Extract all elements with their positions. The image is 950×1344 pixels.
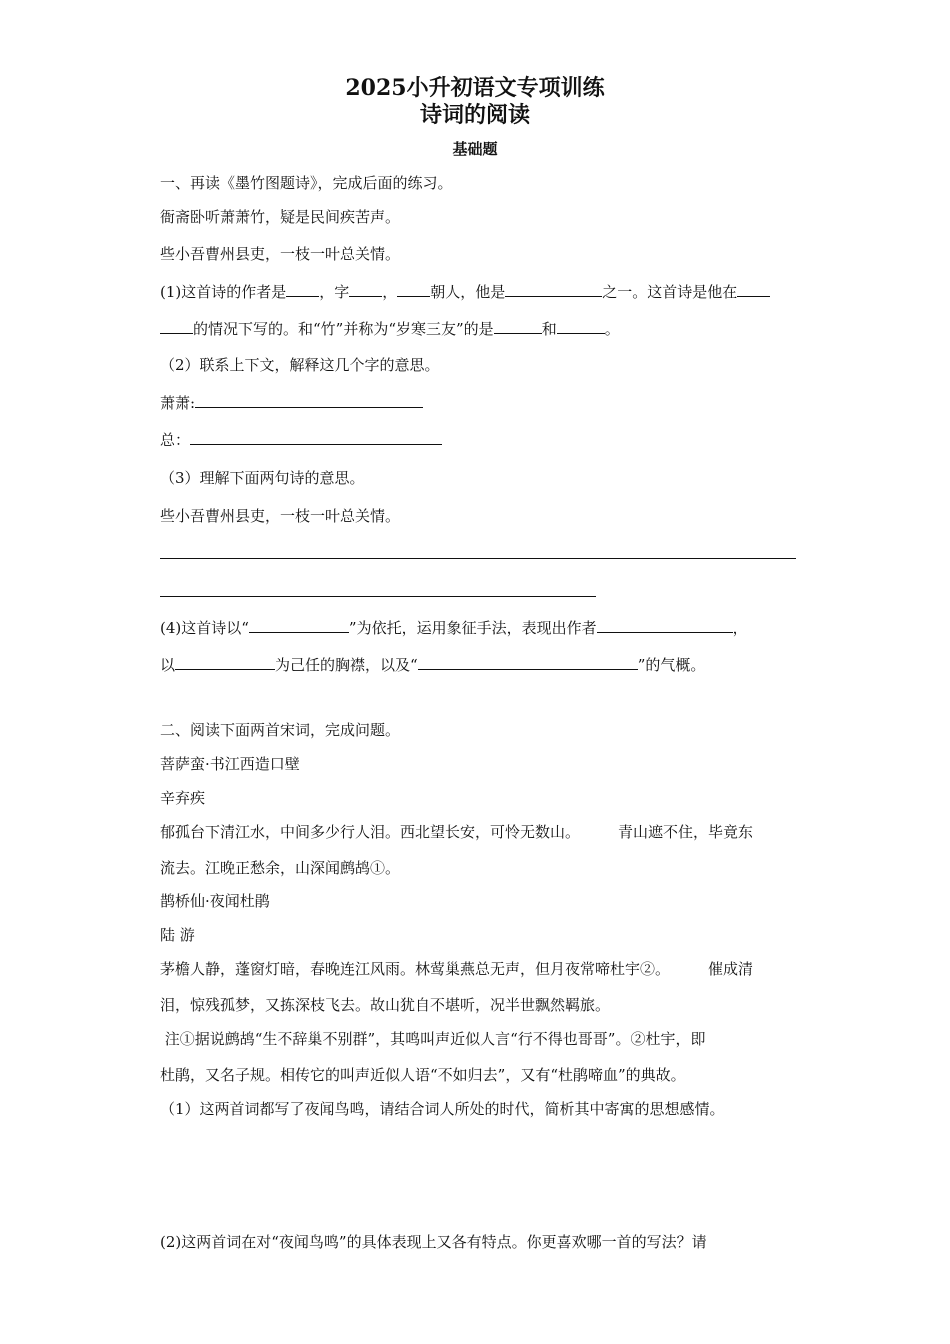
poem1-author: 辛弃疾 — [160, 789, 206, 807]
xiaoxiao-label: 萧萧: — [160, 394, 196, 412]
q1-part1-text-g: 和 — [541, 320, 557, 338]
q1-part4-text-f: ”的气概。 — [637, 656, 706, 674]
poem1-line-1b: 青山遮不住，毕竟东 — [618, 823, 754, 841]
q1-part2-xiaoxiao — [160, 392, 423, 414]
reliance-blank[interactable] — [249, 617, 349, 633]
page-title: 2025小升初语文专项训练 — [345, 75, 605, 101]
situation-blank-end[interactable] — [160, 318, 193, 334]
courtesy-name-blank[interactable] — [349, 281, 382, 297]
poem2-line-1a: 茅檐人静，蓬窗灯暗，春晚连江风雨。林莺巢燕总无声，但月夜常啼杜宇②。 — [160, 960, 671, 978]
q1-part4-line-2 — [160, 654, 705, 676]
author-expression-blank[interactable] — [597, 617, 733, 633]
dynasty-blank[interactable] — [397, 281, 430, 297]
poem1-line-1 — [160, 821, 753, 843]
mission-blank[interactable] — [175, 654, 275, 670]
q2-heading: 二、阅读下面两首宋词，完成问题。 — [160, 721, 401, 739]
poem2-line-1 — [160, 958, 753, 980]
q1-part1-text-c: ， — [382, 283, 398, 301]
answer-line-1[interactable] — [160, 558, 796, 559]
q2-sub1: （1）这两首词都写了夜闻鸟鸣，请结合词人所处的时代，简析其中寄寓的思想感情。 — [160, 1100, 725, 1118]
q1-part4-text-b: ”为依托，运用象征手法，表现出作者 — [348, 619, 597, 637]
zong-answer-blank[interactable] — [190, 429, 442, 445]
situation-blank-start[interactable] — [737, 281, 770, 297]
q1-part1-line-2 — [160, 318, 620, 340]
q1-part4-line-1 — [160, 617, 748, 639]
poem2-line-1b: 催成清 — [708, 960, 754, 978]
section-title: 基础题 — [452, 140, 498, 158]
q1-part1-text-d: 朝人，他是 — [430, 283, 506, 301]
q1-part3: （3）理解下面两句诗的意思。 — [160, 469, 365, 487]
poem2-title: 鹊桥仙·夜闻杜鹃 — [160, 892, 270, 910]
xiaoxiao-answer-blank[interactable] — [195, 392, 423, 408]
q1-part1-line-1 — [160, 281, 770, 303]
poem1-line-2: 流去。江晚正愁余，山深闻鹧鸪①。 — [160, 859, 401, 877]
note-line-1: 注①据说鹧鸪“生不辞巢不别群”，其鸣叫声近似人言“行不得也哥哥”。②杜宇，即 — [160, 1030, 706, 1048]
q1-part4-text-a: (4)这首诗以“ — [160, 619, 249, 637]
q1-part1-text-f: 的情况下写的。和“竹”并称为“岁寒三友”的是 — [193, 320, 494, 338]
friend-blank-2[interactable] — [557, 318, 605, 334]
q1-poem-line-1: 衙斋卧听萧萧竹，疑是民间疾苦声。 — [160, 208, 401, 226]
author-blank[interactable] — [286, 281, 319, 297]
q1-part4-text-d: 以 — [160, 656, 176, 674]
spirit-blank[interactable] — [418, 654, 638, 670]
q1-part1-text-e: 之一。这首诗是他在 — [602, 283, 738, 301]
q1-part1-text-b: ，字 — [319, 283, 350, 301]
q1-poem-line-2: 些小吾曹州县吏，一枝一叶总关情。 — [160, 245, 401, 263]
q2-sub2: (2)这两首词在对“夜闻鸟鸣”的具体表现上又各有特点。你更喜欢哪一首的写法？请 — [160, 1233, 707, 1251]
q1-part1-text-a: (1)这首诗的作者是 — [160, 283, 287, 301]
q1-part4-text-c: ， — [732, 619, 748, 637]
poem2-line-2: 泪，惊残孤梦，又拣深枝飞去。故山犹自不堪听，况半世飘然羁旅。 — [160, 996, 611, 1014]
page-subtitle: 诗词的阅读 — [419, 102, 530, 128]
zong-label: 总： — [160, 431, 191, 449]
q1-part3-line: 些小吾曹州县吏，一枝一叶总关情。 — [160, 507, 401, 525]
q1-part4-text-e: 为己任的胸襟，以及“ — [275, 656, 418, 674]
poem1-line-1a: 郁孤台下清江水，中间多少行人泪。西北望长安，可怜无数山。 — [160, 823, 581, 841]
q1-part1-text-h: 。 — [604, 320, 620, 338]
friend-blank-1[interactable] — [494, 318, 542, 334]
q1-heading: 一、再读《墨竹图题诗》，完成后面的练习。 — [160, 174, 453, 192]
identity-blank[interactable] — [505, 281, 602, 297]
poem1-title: 菩萨蛮·书江西造口壁 — [160, 755, 300, 773]
answer-line-2[interactable] — [160, 596, 596, 597]
note-line-2: 杜鹃，又名子规。相传它的叫声近似人语“不如归去”，又有“杜鹃啼血”的典故。 — [160, 1066, 686, 1084]
q1-part2: （2）联系上下文，解释这几个字的意思。 — [160, 356, 440, 374]
poem2-author: 陆 游 — [160, 926, 195, 944]
q1-part2-zong — [160, 429, 442, 451]
